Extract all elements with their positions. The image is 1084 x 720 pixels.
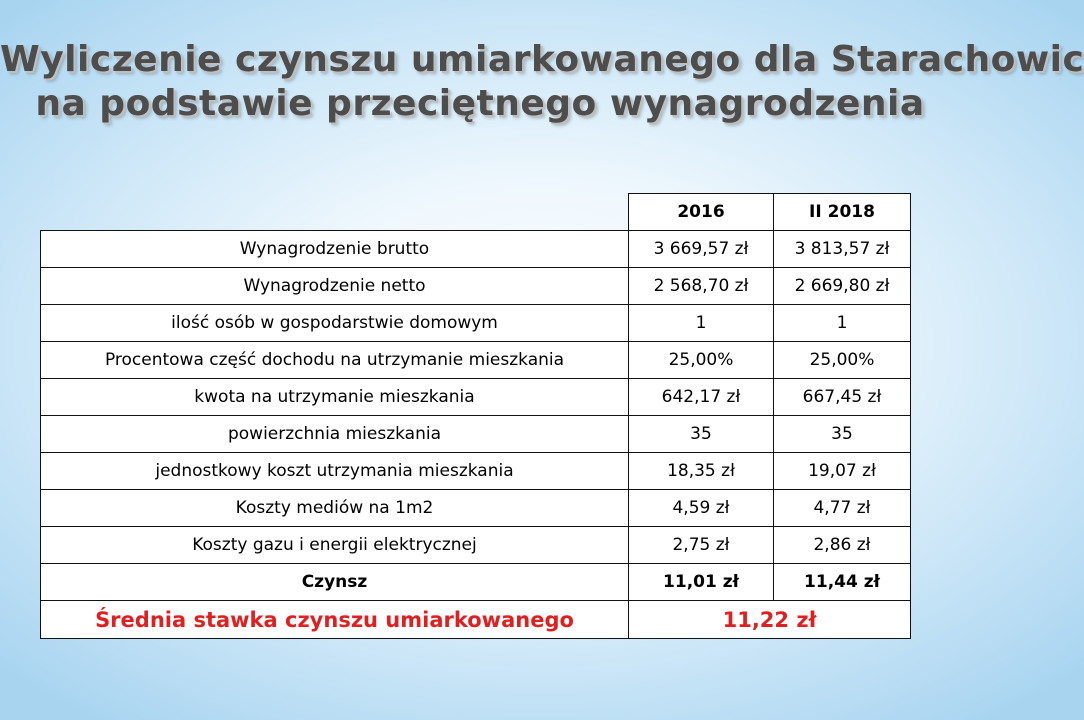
row-value-2016: 642,17 zł [629, 379, 774, 416]
table-row [41, 453, 911, 490]
rent-label: Czynsz [41, 564, 629, 601]
row-value-2018: 667,45 zł [774, 379, 911, 416]
row-label: Wynagrodzenie netto [41, 268, 629, 305]
table-row [41, 305, 911, 342]
row-label: jednostkowy koszt utrzymania mieszkania [41, 453, 629, 490]
row-value-2018: 1 [774, 305, 911, 342]
row-value-2018: 19,07 zł [774, 453, 911, 490]
table-row [41, 416, 911, 453]
title-line-2: na podstawie przeciętnego wynagrodzenia [35, 83, 925, 124]
row-value-2016: 3 669,57 zł [629, 231, 774, 268]
row-label: Koszty mediów na 1m2 [41, 490, 629, 527]
row-label: kwota na utrzymanie mieszkania [41, 379, 629, 416]
row-value-2016: 25,00% [629, 342, 774, 379]
row-label: ilość osób w gospodarstwie domowym [41, 305, 629, 342]
table-row [41, 231, 911, 268]
row-value-2018: 2 669,80 zł [774, 268, 911, 305]
average-rent-label: Średnia stawka czynszu umiarkowanego [41, 601, 629, 639]
row-label: powierzchnia mieszkania [41, 416, 629, 453]
row-value-2016: 4,59 zł [629, 490, 774, 527]
average-rent-row [41, 601, 911, 639]
row-value-2018: 2,86 zł [774, 527, 911, 564]
row-value-2016: 2 568,70 zł [629, 268, 774, 305]
rent-total-row [41, 564, 911, 601]
header-blank-cell [41, 194, 629, 231]
table-row [41, 490, 911, 527]
table-row [41, 527, 911, 564]
row-label: Wynagrodzenie brutto [41, 231, 629, 268]
row-value-2018: 3 813,57 zł [774, 231, 911, 268]
rent-calculation-table [40, 193, 911, 639]
row-value-2016: 35 [629, 416, 774, 453]
row-value-2018: 4,77 zł [774, 490, 911, 527]
table-header-row [41, 194, 911, 231]
rent-value-2016: 11,01 zł [629, 564, 774, 601]
row-value-2018: 35 [774, 416, 911, 453]
row-value-2018: 25,00% [774, 342, 911, 379]
rent-value-2018: 11,44 zł [774, 564, 911, 601]
row-value-2016: 18,35 zł [629, 453, 774, 490]
title-line-1: Wyliczenie czynszu umiarkowanego dla Starachowic [0, 39, 1084, 80]
header-2016: 2016 [629, 194, 774, 231]
table-row [41, 379, 911, 416]
row-label: Procentowa część dochodu na utrzymanie mieszkania [41, 342, 629, 379]
header-ii-2018: II 2018 [774, 194, 911, 231]
average-rent-value: 11,22 zł [629, 601, 911, 639]
slide-title [0, 38, 1084, 126]
row-label: Koszty gazu i energii elektrycznej [41, 527, 629, 564]
table-row [41, 268, 911, 305]
row-value-2016: 2,75 zł [629, 527, 774, 564]
row-value-2016: 1 [629, 305, 774, 342]
table-row [41, 342, 911, 379]
